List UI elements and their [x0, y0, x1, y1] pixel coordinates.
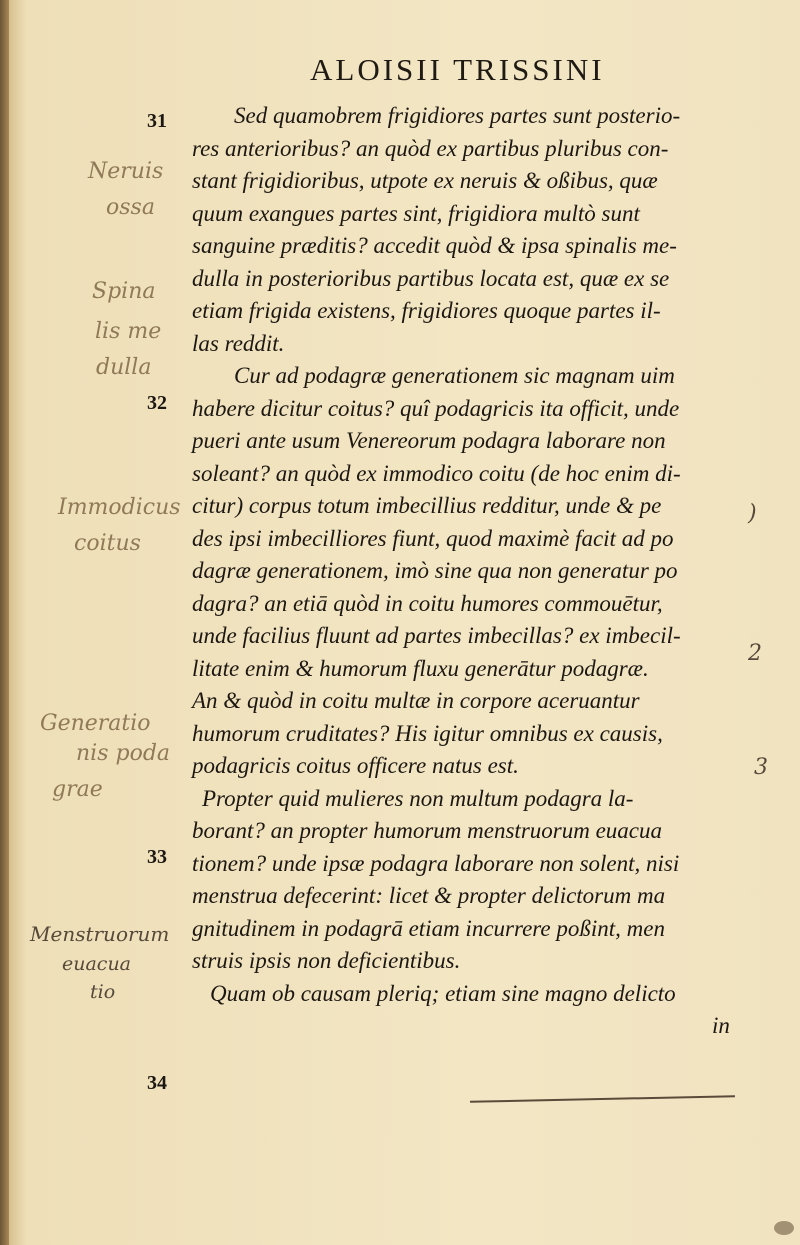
text-line: menstrua defecerint: licet & propter delictorum ma	[192, 883, 666, 908]
text-line: dulla in posterioribus partibus locata est, quæ ex se	[192, 265, 670, 291]
margin-note: Menstruorum	[30, 922, 170, 946]
text-line: des ipsi imbecilliores fiunt, quod maximè facit ad po	[192, 525, 674, 551]
right-margin-mark: 3	[754, 755, 768, 780]
text-line: Cur ad podagræ generationem sic magnam uim	[234, 363, 675, 388]
text-line: tionem? unde ipsæ podagra laborare non solent, nisi	[192, 850, 680, 876]
text-line: litate enim & humorum fluxu generātur podagræ.	[192, 655, 649, 681]
margin-note: coitus	[74, 531, 141, 556]
text-line: citur) corpus totum imbecillius redditur, unde & pe	[192, 493, 662, 518]
text-line: dagra? an etiā quòd in coitu humores commouētur,	[192, 590, 663, 616]
ink-stain	[774, 1221, 794, 1235]
section-number: 34	[147, 1072, 167, 1094]
text-line: An & quòd in coitu multæ in corpore aceruantur	[192, 688, 640, 713]
text-line: soleant? an quòd ex immodico coitu (de hoc enim di-	[192, 460, 681, 486]
text-line: res anterioribus? an quòd ex partibus pluribus con-	[192, 135, 669, 161]
text-line: podagricis coitus officere natus est.	[192, 753, 519, 778]
margin-note: tio	[90, 981, 116, 1003]
text-line: borant? an propter humorum menstruorum euacua	[192, 818, 662, 843]
text-line: pueri ante usum Venereorum podagra laborare non	[192, 428, 666, 453]
text-line: las reddit.	[192, 330, 285, 356]
margin-note: Neruis	[88, 159, 164, 184]
text-line: humorum cruditates? His igitur omnibus ex causis,	[192, 720, 663, 746]
text-line: quum exangues partes sint, frigidiora multò sunt	[192, 200, 640, 226]
margin-note: lis me	[95, 319, 162, 344]
margin-note: Generatio	[40, 711, 151, 736]
section-number: 33	[147, 846, 167, 868]
running-header: ALOISII TRISSINI	[310, 52, 605, 87]
handwritten-underline	[470, 1095, 735, 1103]
text-line: unde facilius fluunt ad partes imbecillas? ex imbecil-	[192, 623, 681, 648]
book-gutter	[0, 0, 9, 1245]
text-line: gnitudinem in podagrā etiam incurrere poßint, men	[192, 915, 665, 941]
text-line: etiam frigida existens, frigidiores quoque partes il-	[192, 298, 661, 323]
text-line: stant frigidioribus, utpote ex neruis & oßibus, quæ	[192, 168, 658, 193]
section-number: 31	[147, 110, 167, 132]
margin-note: ossa	[106, 195, 155, 220]
margin-note: nis poda	[76, 741, 171, 766]
text-line: dagræ generationem, imò sine qua non generatur po	[192, 558, 678, 583]
margin-note: euacua	[62, 953, 132, 975]
right-margin-mark: )	[748, 501, 757, 526]
text-line: Sed quamobrem frigidiores partes sunt posterio-	[234, 103, 681, 128]
main-text	[192, 100, 752, 1043]
margin-note: dulla	[96, 355, 152, 380]
text-line: Quam ob causam pleriq; etiam sine magno delicto	[210, 980, 676, 1006]
margin-note: Spina	[92, 279, 156, 304]
margin-note: Immodicus	[58, 495, 181, 520]
section-number: 32	[147, 392, 167, 414]
text-line: habere dicitur coitus? quî podagricis ita officit, unde	[192, 395, 680, 421]
catchword: in	[712, 1013, 730, 1038]
text-line: Propter quid mulieres non multum podagra la-	[202, 785, 634, 811]
text-line: sanguine præditis? accedit quòd & ipsa spinalis me-	[192, 233, 677, 258]
margin-note: grae	[52, 777, 103, 802]
right-margin-mark: 2	[748, 641, 762, 666]
text-line: struis ipsis non deficientibus.	[192, 948, 461, 973]
